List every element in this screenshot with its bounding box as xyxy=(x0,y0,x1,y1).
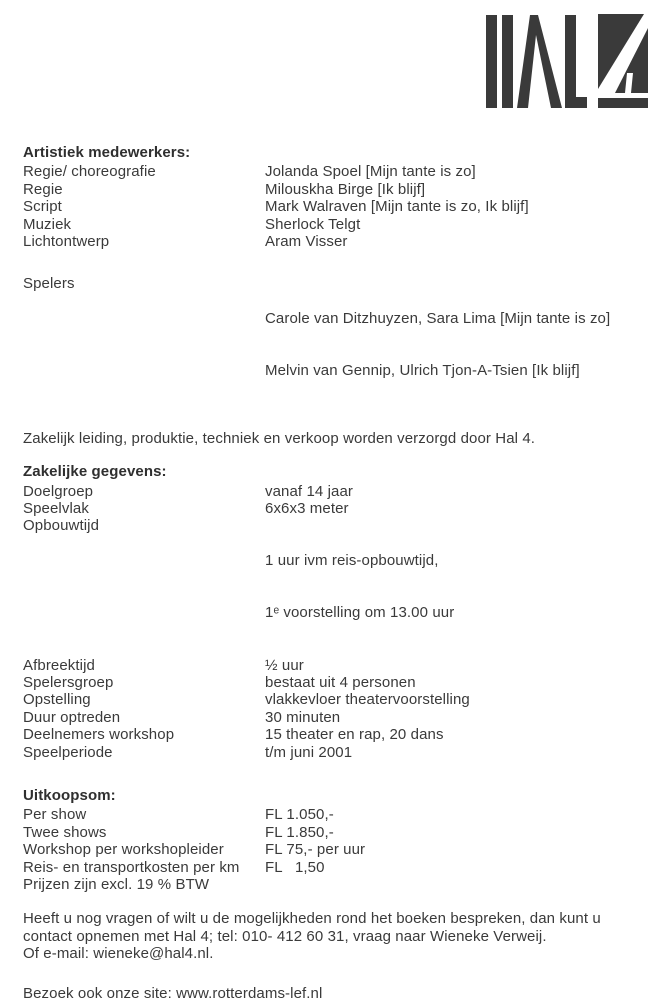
price-value: FL 1.050,- xyxy=(265,806,334,824)
detail-row xyxy=(23,500,641,517)
detail-label: Opbouwtijd xyxy=(23,517,100,535)
price-value: FL 75,- per uur xyxy=(265,841,366,859)
credit-label: Regie/ choreografie xyxy=(23,163,156,181)
detail-value: 15 theater en rap, 20 dans xyxy=(265,726,444,744)
detail-row xyxy=(23,726,641,743)
credit-value: Milouskha Birge [Ik blijf] xyxy=(265,180,426,198)
detail-label: Doelgroep xyxy=(23,482,94,500)
price-row xyxy=(23,841,641,858)
credit-value: Mark Walraven [Mijn tante is zo, Ik blijf] xyxy=(265,198,529,216)
price-label: Workshop per workshopleider xyxy=(23,841,224,859)
logo-l-foot xyxy=(565,97,587,108)
credit-row xyxy=(23,198,641,215)
detail-row xyxy=(23,674,641,691)
spelers-row xyxy=(23,275,641,414)
price-label: Twee shows xyxy=(23,823,107,841)
credit-label: Lichtontwerp xyxy=(23,233,110,251)
detail-label: Speelperiode xyxy=(23,743,113,761)
detail-row xyxy=(23,483,641,500)
credit-value: Aram Visser xyxy=(265,233,348,251)
detail-value-line-1: 1 uur ivm reis-opbouwtijd, xyxy=(265,552,439,570)
detail-value: t/m juni 2001 xyxy=(265,743,353,761)
business-note: Zakelijk leiding, produktie, techniek en verkoop worden verzorgd door Hal 4. xyxy=(23,429,536,447)
contact-line-3: Of e-mail: wieneke@hal4.nl. xyxy=(23,945,214,963)
spelers-line-1: Carole van Ditzhuyzen, Sara Lima [Mijn tante is zo] xyxy=(265,310,611,328)
price-row xyxy=(23,859,641,876)
logo-a-shape xyxy=(517,15,562,108)
credit-label: Regie xyxy=(23,180,63,198)
credit-row xyxy=(23,233,641,250)
credit-value: Sherlock Telgt xyxy=(265,215,361,233)
credit-row xyxy=(23,163,641,180)
logo-4-baseline-bar xyxy=(598,98,648,108)
contact-line-2: contact opnemen met Hal 4; tel: 010- 412 60 31, vraag naar Wieneke Verweij. xyxy=(23,927,547,945)
spelers-label: Spelers xyxy=(23,275,75,293)
detail-value: ½ uur xyxy=(265,656,304,674)
detail-label: Speelvlak xyxy=(23,499,89,517)
price-row xyxy=(23,876,641,893)
site-note: Bezoek ook onze site: www.rotterdams-lef.nl xyxy=(23,984,323,1002)
detail-value: bestaat uit 4 personen xyxy=(265,673,416,691)
credit-label: Muziek xyxy=(23,215,72,233)
contact-paragraph xyxy=(23,910,641,962)
credit-row xyxy=(23,181,641,198)
logo-l-stem xyxy=(565,15,576,108)
uitkoopsom-title: Uitkoopsom: xyxy=(23,787,116,804)
logo-h-bar-2 xyxy=(502,15,513,108)
zakelijke-title: Zakelijke gegevens: xyxy=(23,463,167,481)
price-value: FL 1,50 xyxy=(265,858,325,876)
detail-label: Afbreektijd xyxy=(23,656,95,674)
artistiek-title: Artistiek medewerkers: xyxy=(23,144,191,161)
detail-row xyxy=(23,691,641,708)
section-spelers xyxy=(23,275,641,414)
detail-label: Deelnemers workshop xyxy=(23,726,175,744)
spelers-line-2: Melvin van Gennip, Ulrich Tjon-A-Tsien [Ik blijf] xyxy=(265,362,580,380)
detail-value xyxy=(265,517,641,656)
price-row xyxy=(23,824,641,841)
detail-label: Duur optreden xyxy=(23,708,121,726)
logo-h-bar-1 xyxy=(486,15,497,108)
detail-value: 30 minuten xyxy=(265,708,341,726)
detail-value: vanaf 14 jaar xyxy=(265,482,354,500)
detail-value-line-2: 1ᵉ voorstelling om 13.00 uur xyxy=(265,604,455,622)
detail-row xyxy=(23,709,641,726)
credit-row xyxy=(23,216,641,233)
price-value: FL 1.850,- xyxy=(265,823,334,841)
detail-value: 6x6x3 meter xyxy=(265,499,349,517)
contact-line-1: Heeft u nog vragen of wilt u de mogelijkheden rond het boeken bespreken, dan kunt u xyxy=(23,910,601,928)
section-zakelijke-gegevens xyxy=(23,463,641,761)
detail-label: Opstelling xyxy=(23,691,91,709)
price-row xyxy=(23,806,641,823)
detail-row xyxy=(23,517,641,656)
credit-label: Script xyxy=(23,198,62,216)
price-label: Per show xyxy=(23,806,87,824)
price-label: Prijzen zijn excl. 19 % BTW xyxy=(23,876,210,894)
section-artistiek-medewerkers xyxy=(23,144,641,250)
hal4-logo xyxy=(486,13,648,110)
detail-value: vlakkevloer theatervoorstelling xyxy=(265,691,470,709)
detail-row xyxy=(23,657,641,674)
price-label: Reis- en transportkosten per km xyxy=(23,858,240,876)
detail-row xyxy=(23,744,641,761)
section-uitkoopsom xyxy=(23,787,641,893)
detail-label: Spelersgroep xyxy=(23,673,114,691)
credit-value: Jolanda Spoel [Mijn tante is zo] xyxy=(265,163,476,181)
spelers-value xyxy=(265,275,641,414)
document-content xyxy=(23,144,641,1002)
